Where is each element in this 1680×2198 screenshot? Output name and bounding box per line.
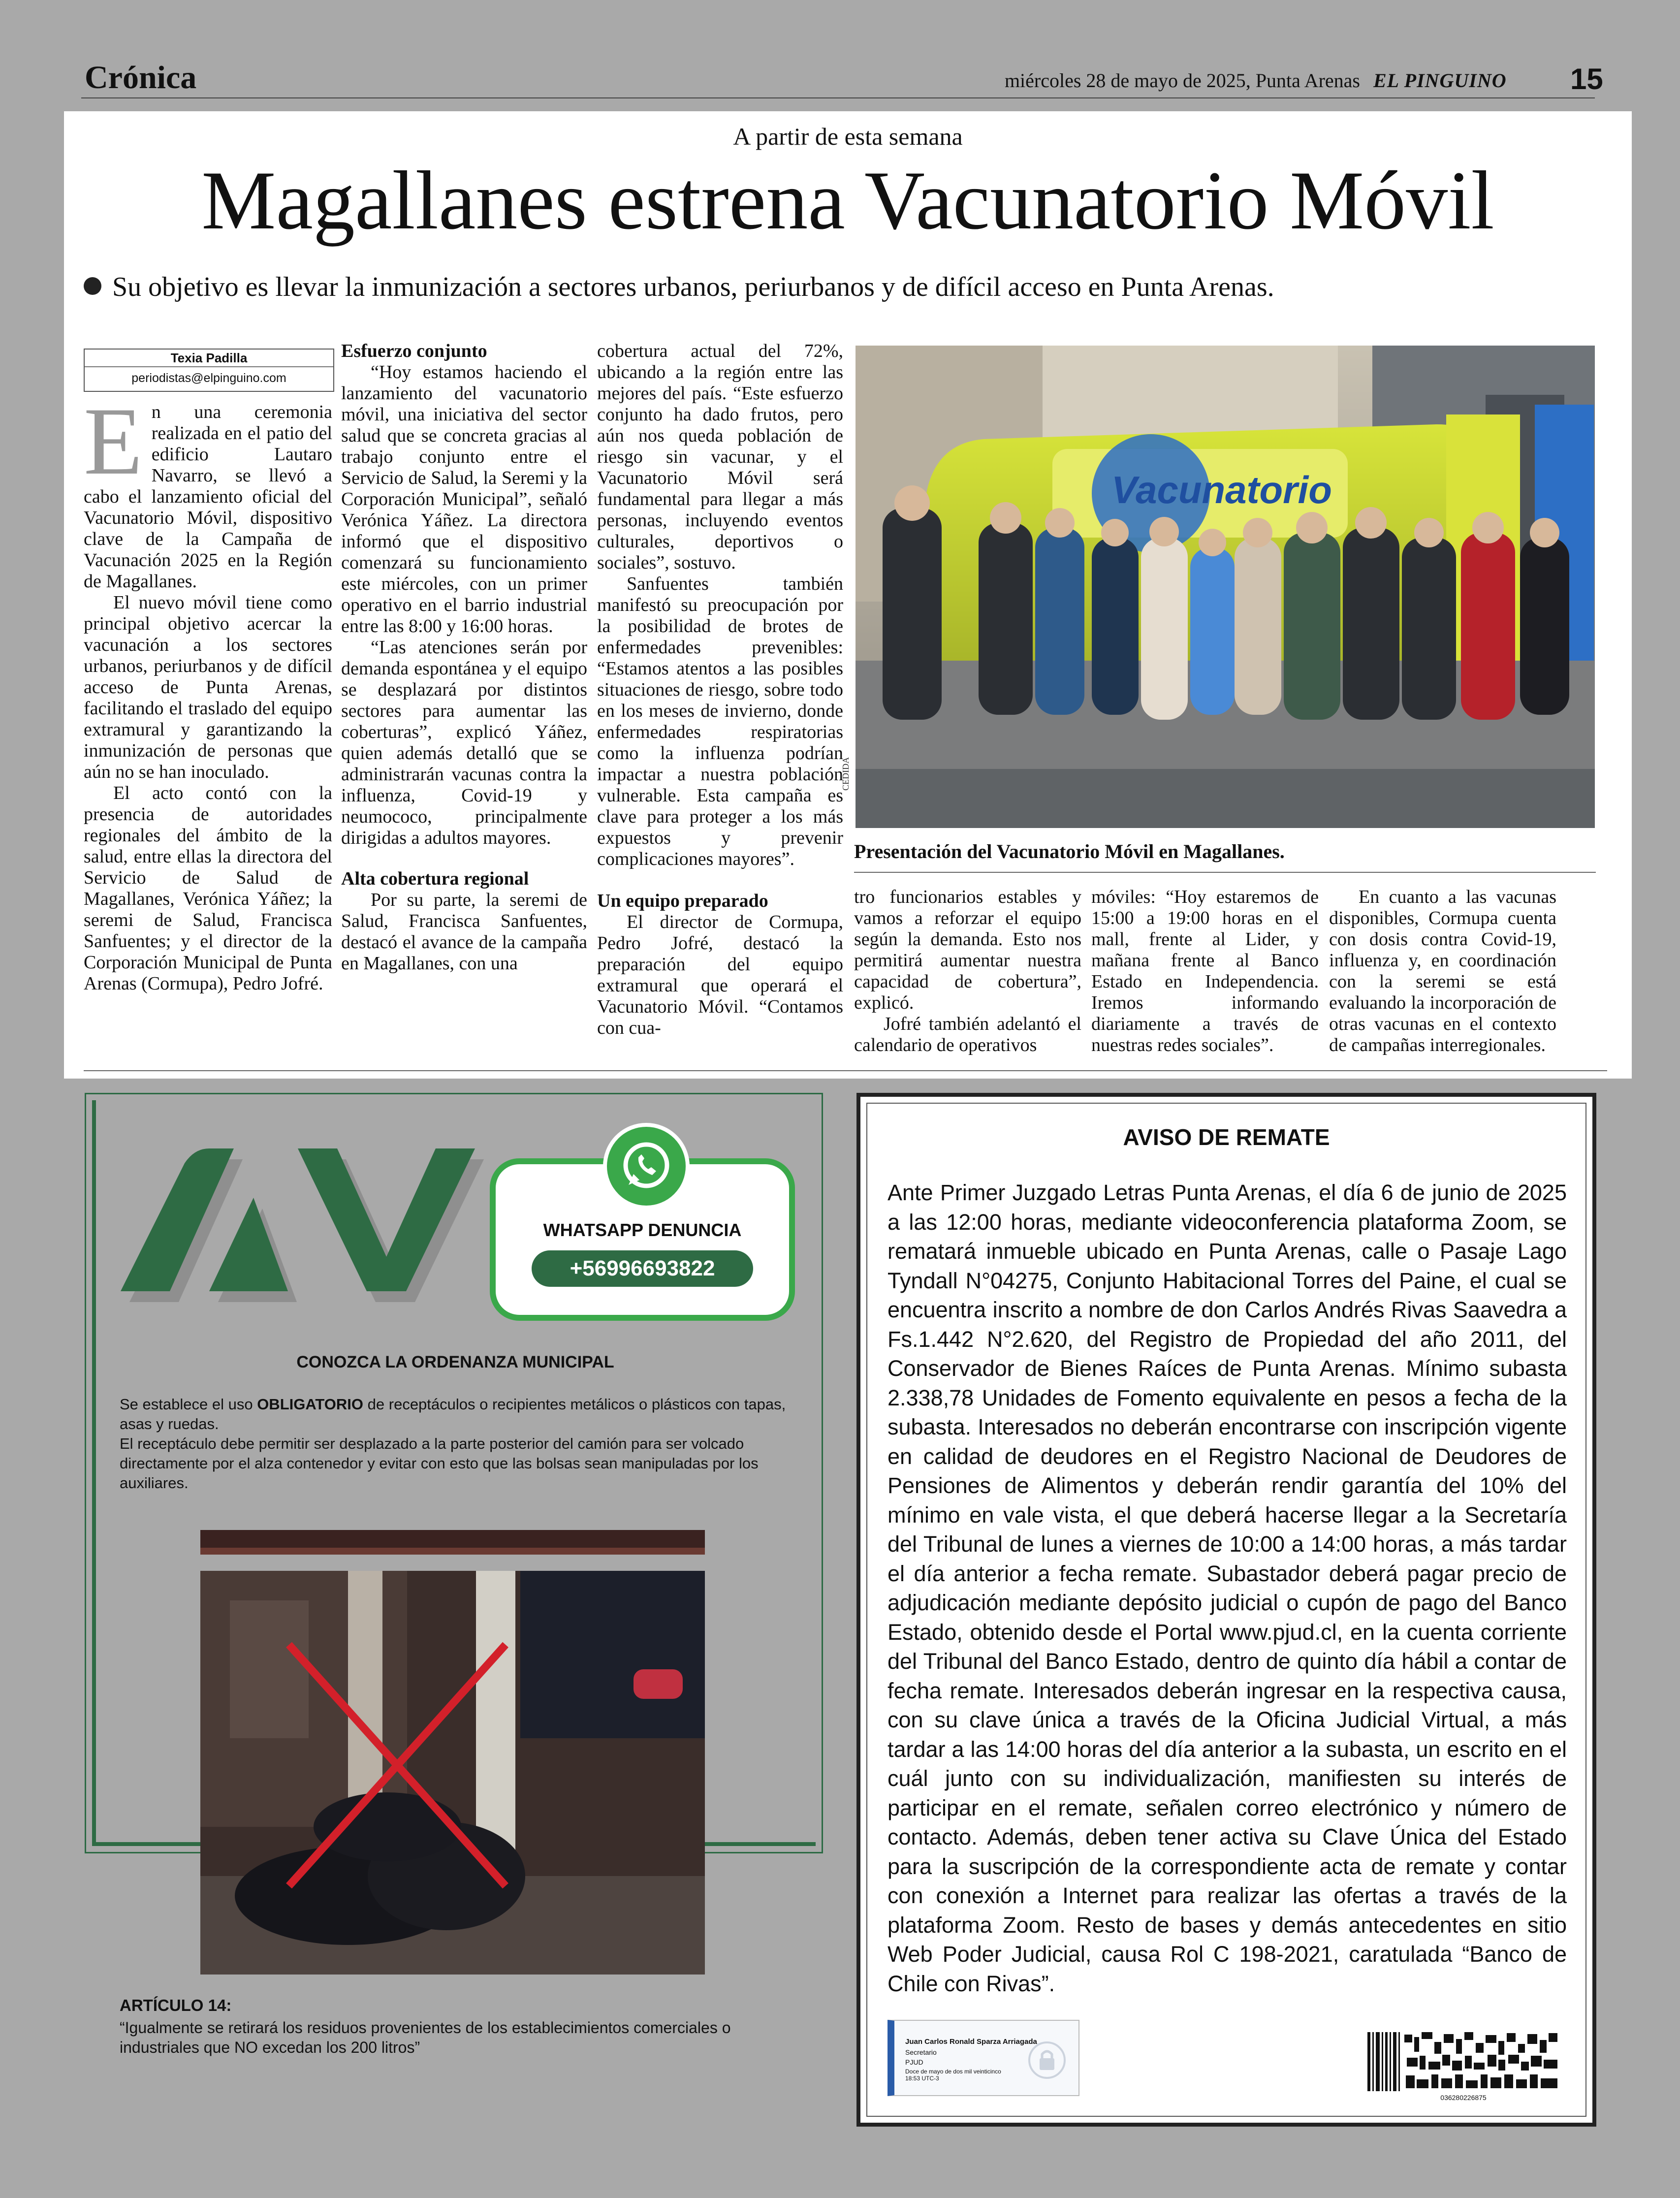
ordinance-paragraph: El receptáculo debe permitir ser desplazado a la parte posterior del camión para ser volcado directamente por el alza contenedor y evitar con esto que las bolsas sean manipuladas por los auxiliares. (120, 1435, 759, 1492)
article-14-text: “Igualmente se retirará los residuos provenientes de los establecimientos comerciales o industriales que NO excedan los 200 litros” (120, 2019, 731, 2056)
caption-divider (854, 872, 1596, 873)
ordinance-text (120, 1395, 794, 1493)
vaccination-van-photo (856, 346, 1595, 828)
paragraph: Jofré también adelantó el calendario de operativos (854, 1014, 1081, 1055)
ordinance-emphasis: OBLIGATORIO (257, 1396, 364, 1413)
photo-caption: Presentación del Vacunatorio Móvil en Magallanes. (854, 840, 1285, 862)
article-kicker: A partir de esta semana (733, 123, 963, 150)
dateline: miércoles 28 de mayo de 2025, Punta Arenas (1004, 69, 1360, 92)
auction-notice (856, 1093, 1596, 2127)
drop-cap: E (84, 388, 143, 495)
ordinance-text-end: de receptáculos o recipientes metálicos o plásticos con tapas, asas y ruedas. (120, 1396, 786, 1433)
article-column-4 (854, 887, 1081, 1056)
van-logo-text: Vacunatorio (1111, 468, 1332, 511)
paragraph: “Las atenciones serán por demanda espontánea y el equipo se desplazará por distintos sectores para aumentar las coberturas”, explicó Yáñez, quien además detalló que se administrarán vacunas contra la influenza, Covid-19 y neumococo, principalmente dirigidas a adultos mayores. (341, 637, 587, 848)
article-summary (84, 271, 1274, 303)
garbage-bags-photo (200, 1571, 705, 1975)
article-column-1 (84, 388, 332, 994)
signer-name: Juan Carlos Ronald Sparza Arriagada (905, 2038, 1037, 2046)
article-column-6 (1329, 887, 1556, 1056)
signer-role: Secretario (905, 2048, 937, 2056)
article-14-title: ARTÍCULO 14: (120, 1996, 232, 2014)
article-column-5 (1091, 887, 1319, 1056)
paragraph: El acto contó con la presencia de autoridades regionales del ámbito de la salud, entre ellas la directora del Servicio de Salud de Magallanes, Verónica Yáñez; la seremi de Salud, Francisca Sanfuentes; y el director de la Corporación Municipal de Punta Arenas (Cormupa), Pedro Jofré. (84, 783, 332, 994)
barcode-number: 036280226875 (1440, 2094, 1487, 2102)
paragraph: El director de Cormupa, Pedro Jofré, destacó la preparación del equipo extramural que operará el Vacunatorio Móvil. “Contamos con cua- (597, 912, 843, 1038)
ordinance-paragraph (120, 1395, 794, 1434)
auction-title: AVISO DE REMATE (1123, 1124, 1330, 1150)
ordinance-title: CONOZCA LA ORDENANZA MUNICIPAL (296, 1353, 614, 1371)
subheading: Esfuerzo conjunto (341, 341, 487, 361)
whatsapp-icon[interactable] (603, 1123, 690, 1210)
summary-text: Su objetivo es llevar la inmunización a sectores urbanos, periurbanos y de difícil acceso en Punta Arenas. (112, 272, 1274, 302)
lock-icon (1027, 2040, 1067, 2080)
paragraph: móviles: “Hoy estaremos de 15:00 a 19:00 horas en el mall, frente al Lider, y mañana frente al Banco Estado en Independencia. Iremos informando diariamente a través de nuestras redes sociales”. (1091, 887, 1319, 1055)
auction-text: Ante Primer Juzgado Letras Punta Arenas, el día 6 de junio de 2025 a las 12:00 horas, mediante videoconferencia plataforma Zoom, se rematará inmueble ubicado en Punta Arenas, calle o Pasaje Lago Tyndall N°04275, Conjunto Habitacional Torres del Paine, el cual se encuentra inscrito a nombre de don Carlos Andrés Rivas Saavedra a Fs.1.442 N°2.620, del Registro de Propiedad del año 2011, del Conservador de Bienes Raíces de Punta Arenas. Mínimo subasta 2.338,78 Unidades de Fomento equivalente en pesos a fecha de la subasta. Interesados no deberán encontrarse con inscripción vigente en calidad de deudores en el Registro Nacional de Deudores de Pensiones de Alimentos y deberán rendir garantía del 10% del mínimo en vale vista, el que deberá hacerse llegar a la Secretaría del Tribunal de lunes a viernes de 10:00 a 14:00 horas, a más tardar el día anterior a fecha remate. Subastador deberá pagar precio de adjudicación mediante depósito judicial o cupón de pago del Banco Estado, obtenido desde el Portal www.pjud.cl, en la cuenta corriente del Tribunal del Banco Estado, dentro de quinto día hábil a contar de fecha remate. Interesados deberán ingresar en la respectiva causa, con su clave única a través de la Oficina Judicial Virtual, a más tardar a las 14:00 horas del día anterior a la subasta, un escrito en el cuál junto con su individualización, manifiesten su interés de participar en el remate, señalen correo electrónico y número de contacto. Además, deben tener activa su Clave Única del Estado para la suscripción de la correspondiente acta de remate y contar con conexión a Internet para realizar las ofertas a través de la plataforma Zoom. Resto de bases y demás antecedentes en sitio Web Poder Judicial, causa Rol C 198-2021, caratulada “Banco de Chile con Rivas”. (888, 1180, 1567, 1996)
author-name: Texia Padilla (85, 350, 333, 367)
ordinance-text-start: Se establece el uso (120, 1396, 257, 1413)
paragraph: El nuevo móvil tiene como principal objetivo acercar la vacunación a los sectores urbanos, periurbanos y de difícil acceso de Punta Arenas, facilitando el traslado del equipo extramural y garantizando la inmunización de personas que aún no se han inoculado. (84, 592, 332, 782)
paragraph: Por su parte, la seremi de Salud, Francisca Sanfuentes, destacó el avance de la campaña en Magallanes, con una (341, 890, 587, 974)
paragraph: n una ceremonia realizada en el patio del edificio Lautaro Navarro, se llevó a cabo el lanzamiento oficial del Vacunatorio Móvil, dispositivo clave de la Campaña de Vacunación 2025 en la Región de Magallanes. (84, 402, 332, 592)
municipal-ordinance-ad (85, 1093, 823, 2056)
whatsapp-phone[interactable]: +56996693822 (532, 1250, 753, 1287)
digital-signature (888, 2020, 1079, 2096)
byline (84, 349, 334, 392)
barcode-icon (1367, 2032, 1559, 2091)
whatsapp-label: WHATSAPP DENUNCIA (543, 1220, 742, 1240)
article (64, 111, 1632, 1079)
signature-date: Doce de mayo de dos mil veinticinco 18:53 UTC-3 (905, 2068, 1001, 2082)
bullet-icon (84, 277, 101, 295)
municipal-logo-icon (111, 1144, 495, 1321)
article-headline: Magallanes estrena Vacunatorio Móvil (201, 154, 1494, 247)
photo-credit: CEDIDA (841, 757, 851, 791)
photo-strip (200, 1530, 705, 1555)
article-column-3 (597, 341, 843, 1039)
paragraph: cobertura actual del 72%, ubicando a la región entre las mejores del país. “Este esfuerzo conjunto ha dado frutos, pero aún nos queda población de riesgo sin vacunar, y el Vacunatorio Móvil será fundamental para llegar a más personas, incluyendo eventos culturales, deportivos o sociales”, sostuvo. (597, 341, 843, 573)
paragraph: Sanfuentes también manifestó su preocupación por la posibilidad de brotes de enfermedades prevenibles: “Estamos atentos a las posibles situaciones de riesgo, sobre todo en los meses de invierno, donde enfermedades respiratorias como la influenza podrían impactar a nuestra población vulnerable. Esta campaña es clave para proteger a los más expuestos y prevenir complicaciones mayores”. (597, 573, 843, 869)
newspaper-brand: EL PINGUINO (1373, 69, 1507, 92)
paragraph: tro funcionarios estables y vamos a reforzar el equipo según la demanda. Esto nos permitirá aumentar nuestra capacidad de cobertura”, explicó. (854, 887, 1081, 1013)
subheading: Un equipo preparado (597, 891, 768, 911)
paragraph: “Hoy estamos haciendo el lanzamiento del vacunatorio móvil, una iniciativa del sector salud que se concreta gracias al trabajo conjunto entre el Servicio de Salud, la Seremi y la Corporación Municipal”, señaló Verónica Yáñez. La directora informó que el dispositivo comenzará su funcionamiento este miércoles, con un primer operativo en el barrio industrial entre las 8:00 y 16:00 horas. (341, 362, 587, 637)
article-column-2 (341, 341, 587, 974)
photo-illustration (856, 346, 1595, 828)
subheading: Alta cobertura regional (341, 868, 529, 889)
author-email[interactable]: periodistas@elpinguino.com (131, 371, 286, 385)
paragraph: En cuanto a las vacunas disponibles, Cormupa cuenta con dosis contra Covid-19, influenza y, en coordinación con la seremi se está evaluando la incorporación de otras vacunas en el contexto de campañas interregionales. (1329, 887, 1556, 1055)
header-divider (81, 97, 1595, 98)
page-number: 15 (1570, 63, 1603, 96)
section-title: Crónica (85, 60, 197, 96)
signer-institution: PJUD (905, 2058, 923, 2066)
article-bottom-divider (84, 1070, 1607, 1071)
